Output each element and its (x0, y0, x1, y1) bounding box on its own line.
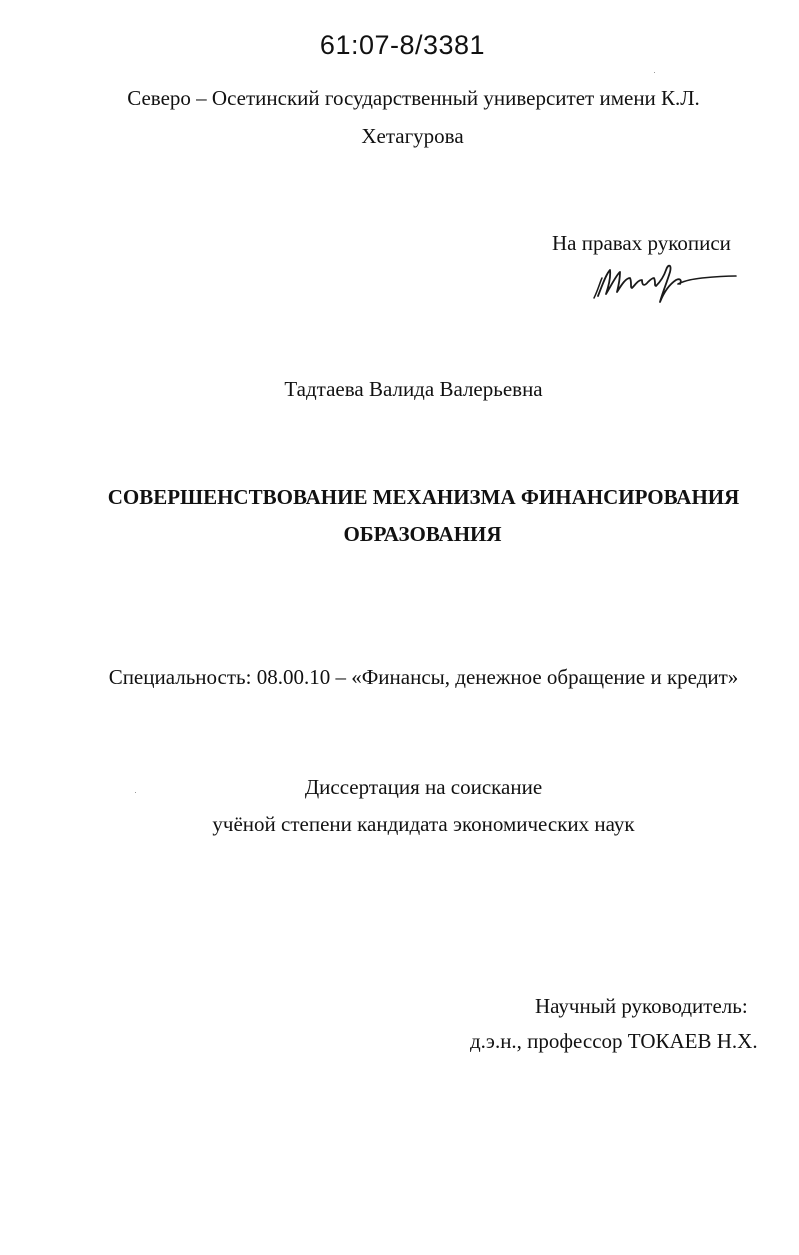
handwritten-signature (590, 258, 740, 308)
thesis-title-line-2: ОБРАЗОВАНИЯ (343, 522, 502, 546)
scan-speck (654, 72, 655, 73)
specialty-line: Специальность: 08.00.10 – «Финансы, денежное обращение и кредит» (108, 665, 739, 689)
thesis-title-line-1: СОВЕРШЕНСТВОВАНИЕ МЕХАНИЗМА ФИНАНСИРОВАНИЯ (107, 485, 740, 509)
scan-speck (135, 792, 136, 793)
author-name: Тадтаева Валида Валерьевна (284, 377, 543, 401)
dissertation-line-1: Диссертация на соискание (304, 775, 543, 799)
catalog-code: 61:07-8/3381 (319, 30, 486, 60)
manuscript-rights-note: На правах рукописи (552, 231, 731, 255)
supervisor-label: Научный руководитель: (535, 994, 748, 1018)
university-line-1: Северо – Осетинский государственный университет имени К.Л. (127, 86, 700, 110)
dissertation-line-2: учёной степени кандидата экономических наук (212, 812, 635, 836)
supervisor-name: д.э.н., профессор ТОКАЕВ Н.Х. (470, 1029, 758, 1053)
university-line-2: Хетагурова (361, 124, 464, 148)
